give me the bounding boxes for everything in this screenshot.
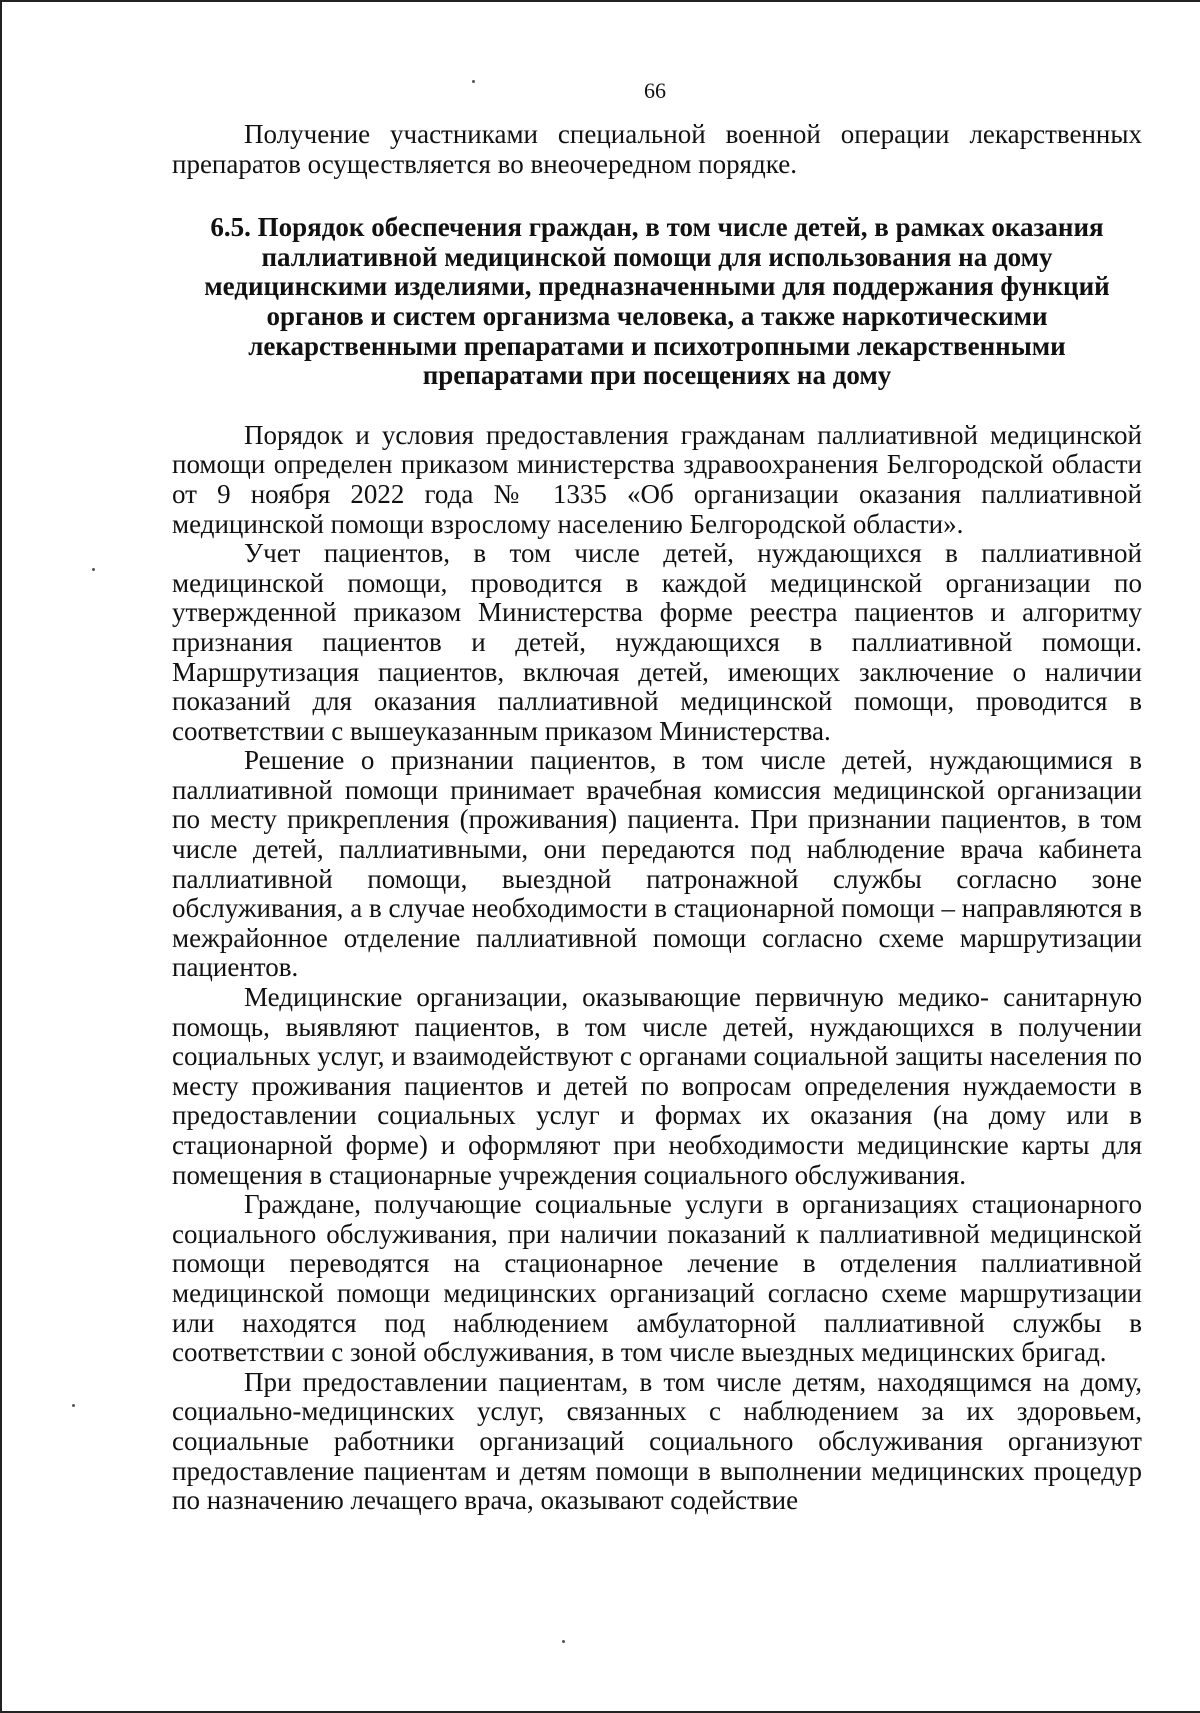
body-paragraph: Решение о признании пациентов, в том числе детей, нуждающимися в паллиативной помощи принимает врачебная комиссия медицинской организации по месту прикрепления (проживания) пациента. При признании пациентов, в том числе детей, паллиативными, они передаются под наблюдение врача кабинета паллиативной помощи, выездной патронажной службы согласно зоне обслуживания, а в случае необходимости в стационарной помощи – направляются в межрайонное отделение паллиативной помощи согласно схеме маршрутизации пациентов.: [172, 745, 1142, 983]
page-number: 66: [644, 78, 666, 103]
scan-border-top: [0, 0, 1200, 2]
scan-speck: [72, 1404, 75, 1407]
body-paragraph: Медицинские организации, оказывающие первичную медико- санитарную помощь, выявляют пациентов, в том числе детей, нуждающихся в получении социальных услуг, и взаимодействуют с органами социальной защиты населения по месту проживания пациентов и детей по вопросам определения нуждаемости в предоставлении социальных услуг и формах их оказания (на дому или в стационарной форме) и оформляют при необходимости медицинские карты для помещения в стационарные учреждения социального обслуживания.: [172, 982, 1142, 1190]
document-body: [172, 120, 1142, 1516]
body-paragraph: Учет пациентов, в том числе детей, нуждающихся в паллиативной медицинской помощи, проводится в каждой медицинской организации по утвержденной приказом Министерства форме реестра пациентов и алгоритму признания пациентов и детей, нуждающихся в паллиативной помощи. Маршрутизация пациентов, включая детей, имеющих заключение о наличии показаний для оказания паллиативной медицинской помощи, проводится в соответствии с вышеуказанным приказом Министерства.: [172, 538, 1142, 746]
scan-border-left: [0, 0, 2, 1713]
body-paragraph: При предоставлении пациентам, в том числе детям, находящимся на дому, социально-медицинских услуг, связанных с наблюдением за их здоровьем, социальные работники организаций социального обслуживания организуют предоставление пациентам и детям помощи в выполнении медицинских процедур по назначению лечащего врача, оказывают содействие: [172, 1366, 1142, 1516]
body-paragraph: Граждане, получающие социальные услуги в организациях стационарного социального обслуживания, при наличии показаний к паллиативной медицинской помощи переводятся на стационарное лечение в отделения паллиативной медицинской помощи медицинских организаций согласно схеме маршрутизации или находятся под наблюдением амбулаторной паллиативной службы в соответствии с зоной обслуживания, в том числе выездных медицинских бригад.: [172, 1189, 1142, 1368]
scan-speck: [92, 568, 95, 571]
body-paragraph: Порядок и условия предоставления гражданам паллиативной медицинской помощи определен приказом министерства здравоохранения Белгородской области от 9 ноября 2022 года № 1335 «Об организации оказания паллиативной медицинской помощи взрослому населению Белгородской области».: [172, 419, 1142, 539]
section-title: 6.5. Порядок обеспечения граждан, в том числе детей, в рамках оказания паллиативной медицинской помощи для использования на дому медицинскими изделиями, предназначенными для поддержания функций органов и систем организма человека, а также наркотическими лекарственными препаратами и психотропными лекарственными препаратами при посещениях на дому: [204, 212, 1110, 391]
scan-speck: [562, 1640, 565, 1643]
intro-paragraph: Получение участниками специальной военной операции лекарственных препаратов осуществляется во внеочередном порядке.: [172, 119, 1142, 179]
